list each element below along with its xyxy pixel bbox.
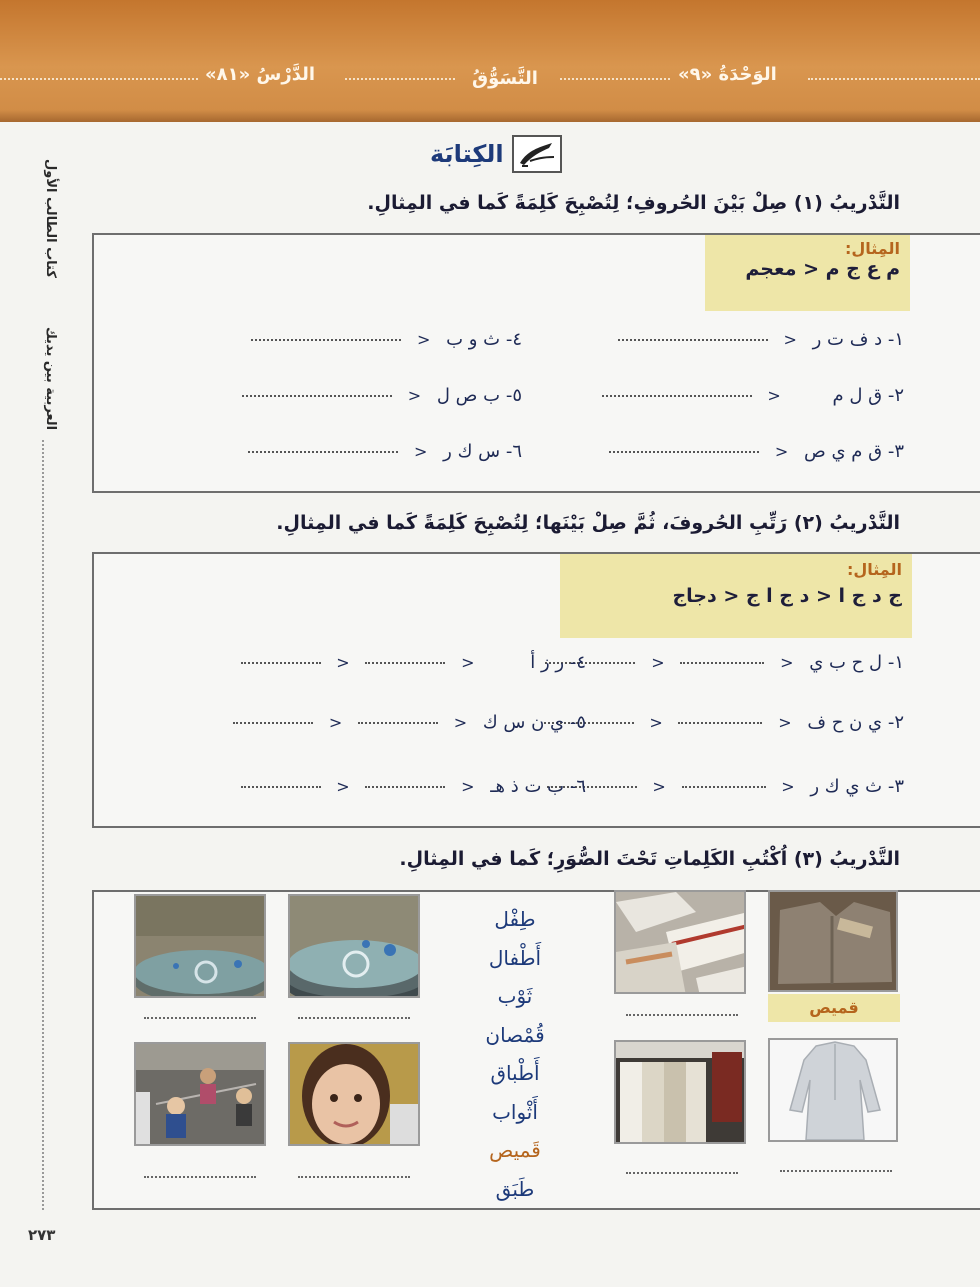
item-label: ٤- ث و ب [446,329,522,350]
ex1-item-5 [242,385,522,406]
header-dotted-rule [560,78,670,80]
arrow: < [407,386,422,405]
word-bank-item: أَطْفال [488,945,542,970]
header-dotted-rule [808,78,980,80]
exercise-2-box [92,552,980,828]
answer-blank[interactable] [144,1017,256,1019]
shirts-photo [614,890,746,994]
book-title [28,160,58,430]
word-bank-item: طِفْل [494,907,536,931]
arrow: < [414,442,428,461]
shirt-photo [768,890,898,992]
arrow: < [651,653,665,672]
ex1-item-6 [248,441,522,462]
arrow: < [328,713,343,732]
item-label: ٣- ث ي ك ر [810,776,904,797]
word-bank-item: ثَوْب [497,984,533,1008]
arrow: < [652,777,666,796]
answer-blank[interactable] [251,339,401,341]
word-bank-item: أَثْواب [492,1099,538,1124]
item-label: ٤- ر ز أ [530,652,586,673]
word-bank-item: قُمْصان [485,1022,545,1047]
ex2-item-3 [547,776,904,797]
example-label: المِثال: [844,239,900,258]
answer-blank[interactable] [780,1170,892,1172]
ex1-item-3 [609,441,904,462]
answer-blank[interactable] [298,1017,410,1019]
section-title: الكِتابَة [430,140,504,168]
answer-blank[interactable] [626,1014,738,1016]
ex1-item-4 [251,329,522,350]
book-title-text: العربية بين يديك [43,326,58,430]
arrow: < [453,713,468,732]
word-bank [455,900,575,1208]
item-label: ١- ل ح ب ي [809,652,904,673]
robes-rack-photo [614,1040,746,1144]
arrow: < [780,653,794,672]
book-part-text: كتاب الطالب الأول [43,158,58,278]
exercise-3-title: التَّدْريبُ (٣) اُكْتُبِ الكَلِماتِ تَحْتَ الصُّوَرِ؛ كَما في المِثالِ. [399,848,900,870]
ex1-item-1 [618,329,904,350]
exercise-1-title: التَّدْريبُ (١) صِلْ بَيْنَ الحُروفِ؛ لِتُصْبِحَ كَلِمَةً كَما في المِثالِ. [367,192,900,214]
header-dotted-rule [0,78,198,80]
answer-blank[interactable] [365,662,445,664]
arrow: < [336,653,350,672]
page-header [0,0,980,122]
ex2-item-1 [545,652,904,673]
arrow: < [416,330,431,349]
item-label: ٥- ب ص ل [436,385,522,406]
answer-blank[interactable] [365,786,445,788]
answer-blank[interactable] [626,1172,738,1174]
plates-photo [288,894,420,998]
answer-blank[interactable] [680,662,764,664]
ex2-item-6 [241,776,586,797]
answer-blank[interactable] [602,395,752,397]
answer-blank[interactable] [609,451,759,453]
answer-blank[interactable] [682,786,766,788]
arrow: < [778,713,792,732]
children-playing-photo [134,1042,266,1146]
ex2-item-2 [544,712,904,733]
item-label: ٦- س ك ر [443,441,522,462]
arrow: < [649,713,663,732]
arrow: < [461,777,475,796]
answer-blank[interactable] [618,339,768,341]
pen-writing-icon [512,135,562,173]
answer-blank[interactable] [241,662,321,664]
answer-blank[interactable] [144,1176,256,1178]
exercise-2-example [560,554,912,638]
arrow: < [783,330,797,349]
answer-blank[interactable] [678,722,762,724]
example-label: المِثال: [846,560,902,579]
robe-photo [768,1038,898,1142]
word-bank-item-used: قَميص [489,1138,541,1162]
answer-blank[interactable] [358,722,438,724]
ex2-item-4 [241,652,586,673]
exercise-1-box [92,233,980,493]
example-line: م ع ج م < معجم [745,258,900,280]
example-line: ج د ج ا < د ج ا ج < دجاج [672,585,902,607]
lesson-label: الدَّرْسُ «٨١» [205,64,316,85]
word-bank-item: أَطْباق [490,1061,540,1085]
item-label: ١- د ف ت ر [812,329,904,350]
arrow: < [336,777,350,796]
answer-blank[interactable] [241,786,321,788]
ex2-item-5 [233,712,586,733]
item-label: ٢- ق ل م [832,385,904,406]
answer-blank[interactable] [242,395,392,397]
unit-label: الوَحْدَةُ «٩» [678,64,777,85]
child-photo [288,1042,420,1146]
side-dotted-rule [42,440,44,1210]
arrow: < [781,777,795,796]
arrow: < [461,653,475,672]
arrow: < [774,442,789,461]
plate-stack-photo [134,894,266,998]
answer-blank[interactable] [233,722,313,724]
item-label: ٣- ق م ي ص [803,441,904,462]
example-answer: قميص [768,994,900,1022]
exercise-2-title: التَّدْريبُ (٢) رَتِّبِ الحُروفَ، ثُمَّ صِلْ بَيْنَها؛ لِتُصْبِحَ كَلِمَةً كَما في المِثالِ. [276,512,900,534]
item-label: ٥- ي ن س ك [482,712,586,733]
answer-blank[interactable] [298,1176,410,1178]
ex1-item-2 [602,385,904,406]
answer-blank[interactable] [248,451,398,453]
page-number: ٢٧٣ [28,1226,56,1244]
item-label: ٦- ب ت ذ هـ [490,776,586,797]
topic-label: التَّسَوُّقُ [472,68,538,89]
arrow: < [767,386,781,405]
header-dotted-rule [345,78,455,80]
word-bank-item: طَبَق [495,1176,535,1201]
section-heading [430,134,562,174]
item-label: ٢- ي ن ح ف [807,712,904,733]
exercise-1-example [705,235,910,311]
